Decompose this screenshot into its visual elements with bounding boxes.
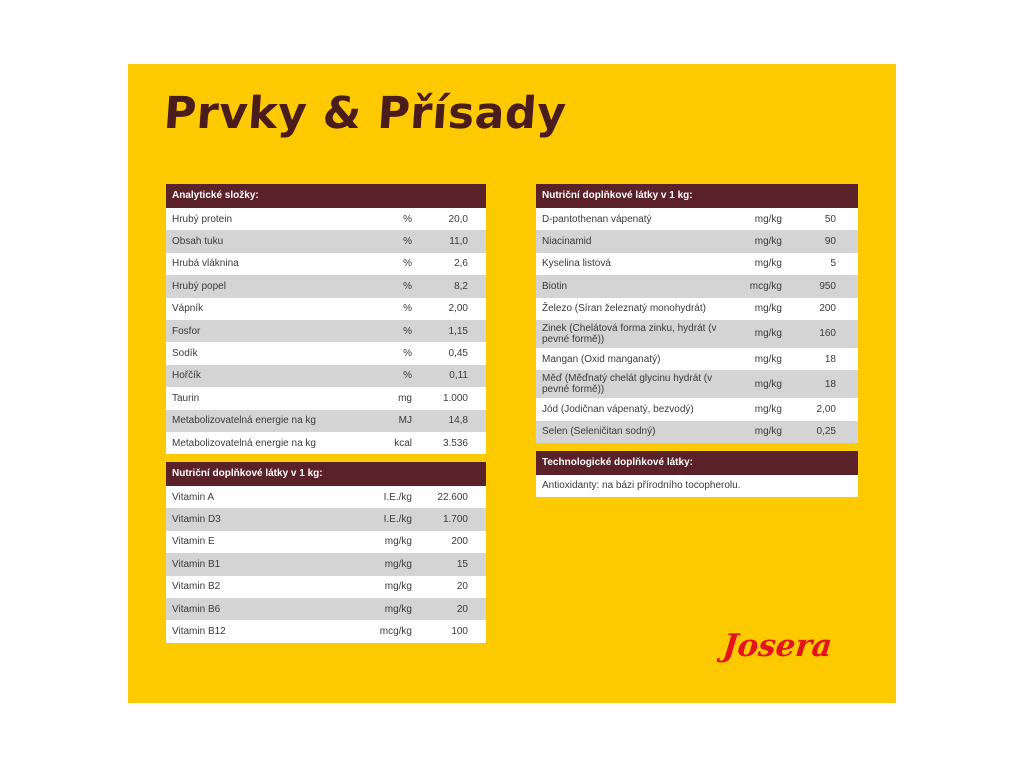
row-name: Biotin <box>542 280 568 292</box>
mineral-row <box>536 298 858 320</box>
mineral-row <box>536 398 858 420</box>
row-value: 50 <box>824 213 836 225</box>
row-value: 20,0 <box>448 213 468 225</box>
row-name: Vitamin E <box>172 536 215 548</box>
mineral-row <box>536 421 858 443</box>
analytical-row <box>166 320 486 342</box>
row-name: Hrubý popel <box>172 280 226 292</box>
product-info-panel <box>128 64 896 703</box>
row-unit: % <box>403 236 412 248</box>
row-name: Fosfor <box>172 325 201 337</box>
analytical-row <box>166 253 486 275</box>
row-value: 1,15 <box>448 325 468 337</box>
row-unit: mg <box>398 392 412 404</box>
vitamin-row <box>166 620 486 642</box>
analytical-row <box>166 298 486 320</box>
analytical-row <box>166 208 486 230</box>
row-unit: mg/kg <box>384 536 412 548</box>
row-name: Vitamin B12 <box>172 626 226 638</box>
row-value: 18 <box>824 353 836 365</box>
row-unit: mcg/kg <box>379 626 412 638</box>
row-unit: % <box>403 280 412 292</box>
row-value: 90 <box>824 236 836 248</box>
row-name: Jód (Jodičnan vápenatý, bezvodý) <box>542 404 694 416</box>
row-value: 22.600 <box>437 491 468 503</box>
analytical-table <box>166 184 486 454</box>
row-name: Železo (Síran železnatý monohydrát) <box>542 303 706 315</box>
row-unit: I.E./kg <box>383 491 412 503</box>
row-unit: mg/kg <box>754 258 782 270</box>
row-value: 15 <box>456 558 468 570</box>
row-value: 1.700 <box>442 514 468 526</box>
row-value: 0,25 <box>816 426 836 438</box>
row-unit: mg/kg <box>384 581 412 593</box>
row-name: Metabolizovatelná energie na kg <box>172 437 316 449</box>
mineral-row <box>536 253 858 275</box>
vitamin-row <box>166 486 486 508</box>
row-unit: kcal <box>394 437 412 449</box>
row-unit: % <box>403 303 412 315</box>
technological-table-header: Technologické doplňkové látky: <box>536 451 858 475</box>
mineral-row <box>536 275 858 297</box>
row-value: 0,45 <box>448 348 468 360</box>
row-unit: mg/kg <box>754 236 782 248</box>
analytical-row <box>166 230 486 252</box>
technological-table <box>536 451 858 497</box>
analytical-row <box>166 387 486 409</box>
row-name: Měď (Měďnatý chelát glycinu hydrát (v pevné formě)) <box>542 373 713 396</box>
row-value: 20 <box>456 581 468 593</box>
row-value: 0,11 <box>449 370 468 382</box>
row-name: Kyselina listová <box>542 258 611 270</box>
row-value: 200 <box>819 303 836 315</box>
row-name: Vitamin B2 <box>172 581 221 593</box>
row-value: 3.536 <box>442 437 468 449</box>
row-unit: % <box>403 213 412 225</box>
analytical-row <box>166 432 486 454</box>
vitamin-row <box>166 576 486 598</box>
vitamin-row <box>166 598 486 620</box>
row-value: 200 <box>451 536 468 548</box>
row-name: Hořčík <box>172 370 201 382</box>
row-unit: mg/kg <box>754 328 782 340</box>
row-name: Metabolizovatelná energie na kg <box>172 415 316 427</box>
technological-note: Antioxidanty: na bázi přírodního tocopherolu. <box>536 475 858 497</box>
analytical-row <box>166 342 486 364</box>
row-name: Hrubý protein <box>172 213 233 225</box>
row-value: 2,00 <box>816 404 836 416</box>
row-unit: MJ <box>398 415 412 427</box>
mineral-row <box>536 208 858 230</box>
row-name: Vitamin D3 <box>172 514 221 526</box>
row-value: 100 <box>451 626 468 638</box>
minerals-table-header: Nutriční doplňkové látky v 1 kg: <box>536 184 858 208</box>
mineral-row <box>536 370 858 398</box>
vitamin-row <box>166 553 486 575</box>
row-unit: mcg/kg <box>749 280 782 292</box>
mineral-row <box>536 230 858 252</box>
row-unit: mg/kg <box>754 426 782 438</box>
row-name: Niacinamid <box>542 236 592 248</box>
row-unit: mg/kg <box>384 558 412 570</box>
analytical-row <box>166 410 486 432</box>
row-value: 950 <box>819 280 836 292</box>
vitamin-row <box>166 531 486 553</box>
row-value: 1.000 <box>442 392 468 404</box>
row-name: Obsah tuku <box>172 236 224 248</box>
row-name: Vitamin B1 <box>172 558 221 570</box>
row-value: 8,2 <box>454 280 468 292</box>
analytical-row <box>166 275 486 297</box>
row-unit: mg/kg <box>754 378 782 390</box>
row-name: Zinek (Chelátová forma zinku, hydrát (v pevné formě)) <box>542 322 717 345</box>
vitamins-table-header: Nutriční doplňkové látky v 1 kg: <box>166 462 486 486</box>
vitamins-table <box>166 462 486 643</box>
row-name: Mangan (Oxid manganatý) <box>542 353 661 365</box>
row-value: 2,00 <box>448 303 468 315</box>
vitamin-row <box>166 508 486 530</box>
row-value: 5 <box>830 258 836 270</box>
row-unit: I.E./kg <box>383 514 412 526</box>
row-unit: mg/kg <box>754 303 782 315</box>
mineral-row <box>536 320 858 348</box>
row-unit: % <box>403 348 412 360</box>
row-unit: mg/kg <box>754 353 782 365</box>
row-value: 14,8 <box>448 415 468 427</box>
row-value: 160 <box>819 328 836 340</box>
row-unit: % <box>403 258 412 270</box>
row-unit: mg/kg <box>754 404 782 416</box>
row-unit: mg/kg <box>384 603 412 615</box>
analytical-row <box>166 365 486 387</box>
mineral-row <box>536 348 858 370</box>
page-title: Prvky & Přísady <box>162 88 568 139</box>
row-value: 20 <box>456 603 468 615</box>
row-value: 2,6 <box>454 258 468 270</box>
row-name: Selen (Seleničitan sodný) <box>542 426 656 438</box>
row-name: D-pantothenan vápenatý <box>542 213 652 225</box>
row-value: 18 <box>824 378 836 390</box>
row-name: Vitamin B6 <box>172 603 221 615</box>
analytical-table-header: Analytické složky: <box>166 184 486 208</box>
josera-logo: Josera <box>721 628 834 664</box>
row-unit: mg/kg <box>754 213 782 225</box>
row-name: Taurin <box>172 392 200 404</box>
row-unit: % <box>403 370 412 382</box>
row-name: Sodík <box>172 348 198 360</box>
row-unit: % <box>403 325 412 337</box>
row-name: Hrubá vláknina <box>172 258 239 270</box>
row-value: 11,0 <box>449 236 468 248</box>
row-name: Vitamin A <box>172 491 215 503</box>
row-name: Vápník <box>172 303 204 315</box>
minerals-table <box>536 184 858 443</box>
